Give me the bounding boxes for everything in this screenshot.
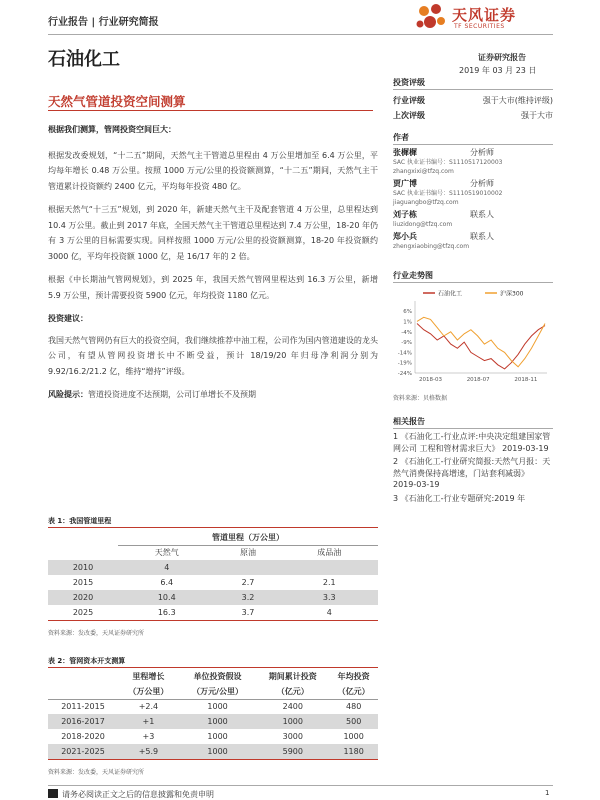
table-row xyxy=(48,605,378,620)
table-cell: 4 xyxy=(118,560,216,575)
author-email[interactable]: jiaguangbo@tfzq.com xyxy=(393,199,459,206)
author-entry xyxy=(393,209,553,229)
author-role: 分析师 xyxy=(470,179,494,188)
table2-title: 表 2：管网资本开支测算 xyxy=(48,657,126,665)
table-cell: 1000 xyxy=(207,732,228,741)
prev-rating-row xyxy=(393,108,553,123)
x-tick-label: 2018-07 xyxy=(466,377,490,383)
y-tick-label: -24% xyxy=(397,371,412,377)
table-cell: 1000 xyxy=(179,714,256,729)
table-cell: 1000 xyxy=(343,732,364,741)
x-tick-label: 2018-11 xyxy=(514,377,538,383)
paragraph-3: 根据《中长期油气管网规划》，到 2025 年，我国天然气管网里程达到 16.3 万公里，新增 5.9 万公里，预计需要投资 5900 亿元，年均投资 1180 亿元。 xyxy=(48,275,378,300)
column-header: 年均投资 xyxy=(337,672,370,681)
table-cell: 2021-2025 xyxy=(48,744,118,759)
page-number: 1 xyxy=(545,789,550,797)
paragraph-4: 我国天然气管网仍有巨大的投资空间，我们继续推荐中油工程，公司作为国内管道建设的龙头公司，有望从管网投资增长中不断受益，预计 18/19/20 年归母净利润分别为 9.92/16.2/21.2 亿，维持“增持”评级。 xyxy=(48,335,378,376)
column-unit: （万公里） xyxy=(128,686,169,696)
table-row xyxy=(48,744,378,759)
table-header-row xyxy=(48,545,378,560)
trend-source: 资料来源：贝格数据 xyxy=(393,395,448,402)
column-header xyxy=(48,545,118,560)
table-cell xyxy=(216,560,281,575)
risk-text: 管道投资进度不达预期，公司订单增长不及预期 xyxy=(88,390,256,399)
y-tick-label: 6% xyxy=(403,309,412,316)
table-cell: 2011-2015 xyxy=(61,702,105,712)
table1-source: 资料来源：发改委，天风证券研究所 xyxy=(48,630,145,637)
industry-rating-value: 强于大市(维持评级) xyxy=(482,96,553,105)
main-body xyxy=(48,122,378,411)
table-cell: 2015 xyxy=(72,578,94,587)
table-row xyxy=(48,590,378,605)
table-row xyxy=(48,699,378,714)
title-divider xyxy=(48,110,373,111)
y-tick-label: -14% xyxy=(397,350,412,357)
logo-icon xyxy=(412,2,450,34)
logo-text: 天风证券 xyxy=(452,6,517,24)
table-cell: 2020 xyxy=(48,590,118,605)
series-line xyxy=(417,317,545,367)
report-link[interactable]: 2 《石油化工-行业研究简报:天然气月报：天然气消费保持高增速，门站套利减弱》 2019-03-19 xyxy=(393,457,551,489)
authors-section xyxy=(393,132,553,251)
author-role: 联系人 xyxy=(470,210,494,219)
table-header-row xyxy=(48,530,378,545)
column-unit: （亿元） xyxy=(276,686,309,696)
table-row xyxy=(48,560,378,575)
header-divider xyxy=(48,34,553,35)
table-cell: 500 xyxy=(329,714,378,729)
author-role: 分析师 xyxy=(470,148,494,157)
related-reports xyxy=(393,416,553,508)
risk-label: 风险提示： xyxy=(48,390,88,399)
investment-heading: 投资建议： xyxy=(48,314,88,323)
column-header: 期间累计投资 xyxy=(268,672,317,681)
table-cell: +5.9 xyxy=(118,744,179,759)
column-header: 单位投资假设 xyxy=(193,672,242,681)
rating-title: 投资评级 xyxy=(393,77,553,90)
paragraph-2: 根据天然气“十三五”规划，到 2020 年，新建天然气主干及配套管道 4 万公里，总里程达到 10.4 万公里。截止到 2017 年底，全国天然气主干管道总里程达到 7.4 万公里，18-20 年仍有 3 万公里的目标需要实现。同样按照 1000 万元/公里的投资额测算，18-20 年投资额约 3000 亿，平均年投资额 1000 亿，是 16/17 年的 2 倍。 xyxy=(48,205,378,261)
table-cell: 4 xyxy=(326,607,332,617)
table-cell: +3 xyxy=(142,732,155,741)
column-unit xyxy=(48,684,118,699)
legend-label: 沪深300 xyxy=(500,290,524,298)
column-header: 里程增长 xyxy=(132,672,165,681)
author-name: 郑小兵 xyxy=(393,232,417,241)
report-link[interactable]: 1 《石油化工-行业点评:中央决定组建国家管网公司 工程和管材需求巨大》 2019-03-19 xyxy=(393,432,551,453)
risk-note xyxy=(48,387,378,403)
y-tick-label: -19% xyxy=(397,360,412,367)
table-cell: 1000 xyxy=(179,744,256,759)
author-cert: SAC 执业证书编号：S1110517120003 xyxy=(393,159,503,166)
table-header-row xyxy=(48,684,378,699)
trend-chart xyxy=(393,287,553,387)
industry-name: 石油化工 xyxy=(48,49,120,70)
reports-title: 相关报告 xyxy=(393,416,553,429)
author-name: 刘子栋 xyxy=(393,210,417,219)
footer-disclaimer: 请务必阅读正文之后的信息披露和免责申明 xyxy=(62,790,214,799)
trend-section xyxy=(393,270,553,402)
table-cell: 1000 xyxy=(256,714,329,729)
table-row xyxy=(48,714,378,729)
y-tick-label: -9% xyxy=(401,340,412,347)
table-header-row xyxy=(48,669,378,684)
table-cell: 3.3 xyxy=(281,590,379,605)
table-cell: +2.4 xyxy=(138,702,159,712)
series-line xyxy=(417,324,545,369)
group-header: 管道里程（万公里） xyxy=(118,530,378,545)
paragraph-1: 根据发改委规划，“十二五”期间，天然气主干管道总里程由 4 万公里增加至 6.4 万公里，平均每年增长 0.48 万公里。按照 1000 万元/公里的投资额测算，“十二五”期间，天然气主干管道累计投资额约 2400 亿元，平均每年投资 480 亿。 xyxy=(48,150,378,191)
company-logo xyxy=(412,2,557,34)
table1-title: 表 1：我国管道里程 xyxy=(48,517,112,525)
table-cell: 3000 xyxy=(282,732,303,741)
y-tick-label: -4% xyxy=(401,329,412,336)
legend-label: 石油化工 xyxy=(438,290,463,298)
report-date: 2019 年 03 月 23 日 xyxy=(459,66,537,75)
column-header: 原油 xyxy=(240,548,256,558)
industry-rating-label: 行业评级 xyxy=(393,96,425,105)
trend-title: 行业走势图 xyxy=(393,270,553,283)
table-cell: 16.3 xyxy=(157,607,176,617)
column-header: 天然气 xyxy=(154,548,179,558)
author-email[interactable]: zhengxiaobing@tfzq.com xyxy=(393,243,470,250)
header-breadcrumb: 行业报告 | 行业研究简报 xyxy=(48,17,159,28)
report-title: 天然气管道投资空间测算 xyxy=(48,94,186,109)
footer-divider xyxy=(48,785,553,786)
table-cell: 6.4 xyxy=(160,578,174,587)
table-cell: 10.4 xyxy=(118,590,216,605)
table2-divider xyxy=(48,667,378,668)
industry-rating-row xyxy=(393,93,553,108)
qr-code-icon xyxy=(48,789,58,798)
report-link[interactable]: 3 《石油化工-行业专题研究:2019 年 xyxy=(393,493,526,503)
author-email[interactable]: liuzidong@tfzq.com xyxy=(393,221,453,228)
rating-section xyxy=(393,77,553,123)
prev-rating-value: 强于大市 xyxy=(521,111,553,120)
y-tick-label: 1% xyxy=(403,319,412,326)
table-cell: 2016-2017 xyxy=(48,714,118,729)
author-role: 联系人 xyxy=(470,232,494,241)
table-cell: 480 xyxy=(346,702,362,712)
authors-title: 作者 xyxy=(393,132,553,145)
author-entry xyxy=(393,231,553,251)
author-entry xyxy=(393,178,553,207)
author-name: 张樨樨 xyxy=(393,148,417,157)
table-cell: 2018-2020 xyxy=(61,732,105,741)
table-row xyxy=(48,729,378,744)
table-cell: 2025 xyxy=(72,607,94,617)
author-entry xyxy=(393,147,553,176)
table-cell xyxy=(281,560,379,575)
column-unit: （亿元） xyxy=(337,686,370,696)
table-cell: +1 xyxy=(118,714,179,729)
author-name: 贾广博 xyxy=(393,179,417,188)
pipeline-table xyxy=(48,530,378,621)
prev-rating-label: 上次评级 xyxy=(393,111,425,120)
table-cell: 1000 xyxy=(207,702,228,712)
lead-heading: 根据我们测算，管网投资空间巨大： xyxy=(48,125,176,134)
table-cell: 2400 xyxy=(282,702,303,712)
table-row xyxy=(48,575,378,590)
table-cell: 1180 xyxy=(329,744,378,759)
column-unit: （万元/公里） xyxy=(192,686,244,696)
capex-table xyxy=(48,669,378,760)
table2-source: 资料来源：发改委，天风证券研究所 xyxy=(48,769,145,776)
x-tick-label: 2018-03 xyxy=(419,377,442,383)
column-header: 成品油 xyxy=(317,548,342,558)
table1-divider xyxy=(48,527,378,528)
table-cell: 2.1 xyxy=(322,578,336,587)
author-cert: SAC 执业证书编号：S1110519010002 xyxy=(393,190,503,197)
table-cell: 2010 xyxy=(48,560,118,575)
report-type: 证券研究报告 xyxy=(478,53,526,62)
table-cell: 3.2 xyxy=(216,590,281,605)
table-cell: 5900 xyxy=(256,744,329,759)
logo-subtext: TF SECURITIES xyxy=(454,23,505,30)
column-header xyxy=(48,669,118,684)
table-cell: 2.7 xyxy=(241,578,255,587)
author-email[interactable]: zhangxixi@tfzq.com xyxy=(393,168,454,175)
table-cell: 3.7 xyxy=(241,607,255,617)
